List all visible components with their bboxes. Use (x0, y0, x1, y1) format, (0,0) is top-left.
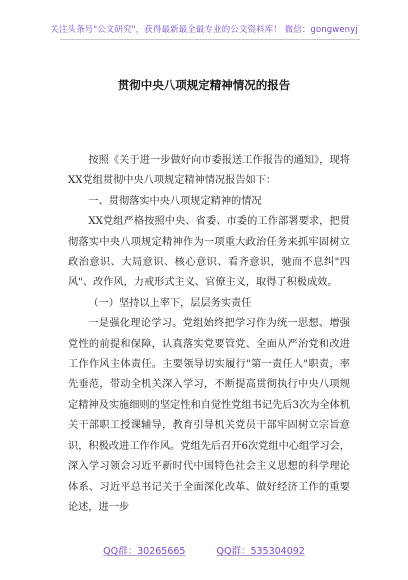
intro-paragraph: 按照《关于进一步做好向市委报送工作报告的通知》，现将XX党组贯彻中央八项规定精神情况报告如下： (68, 155, 350, 187)
document-body (68, 151, 350, 518)
footer-contacts (0, 543, 408, 557)
body-paragraph: 一是强化理论学习。党组始终把学习作为统一思想、增强党性的前提和保障，认真落实党要管党、全面从严治党和改进工作作风主体责任。主要领导切实履行"第一责任人"职责，率先垂范，带动全机关深入学习，不断提高贯彻执行中央八项规定精神及实施细则的坚定性和自觉性党组书记先后3次为全体机关干部职工授课辅导，教育引导机关党员干部牢固树立宗旨意识，积极改进工作作风。党组先后召开6次党组中心组学习会，深入学习领会习近平新时代中国特色社会主义思想的科学理论体系、习近平总书记关于全面深化改革、做好经济工作的重要论述，进一步 (68, 318, 350, 513)
qq-group-1-link[interactable]: QQ群：30265665 (103, 546, 186, 557)
section-heading-1: 一、贯彻落实中央八项规定精神的情况 (88, 195, 262, 207)
subsection-heading-1: （一）坚持以上率下，层层务实责任 (88, 297, 252, 309)
header-divider (60, 39, 360, 40)
body-paragraph: XX党组严格按照中央、省委、市委的工作部署要求，把贯彻落实中央八项规定精神作为一项重大政治任务来抓牢固树立政治意识、大局意识、核心意识、看齐意识，驰而不息纠"四风"、改作风，力戒形式主义、官僚主义，取得了积极成效。 (68, 216, 350, 289)
document-title: 贯彻中央八项规定精神情况的报告 (117, 78, 291, 92)
qq-group-2-link[interactable]: QQ群：535304092 (216, 546, 305, 557)
header-banner: 关注头条号"公文研究"，获得最新最全最专业的公文资料库！ 微信：gongwenyj (50, 25, 358, 35)
